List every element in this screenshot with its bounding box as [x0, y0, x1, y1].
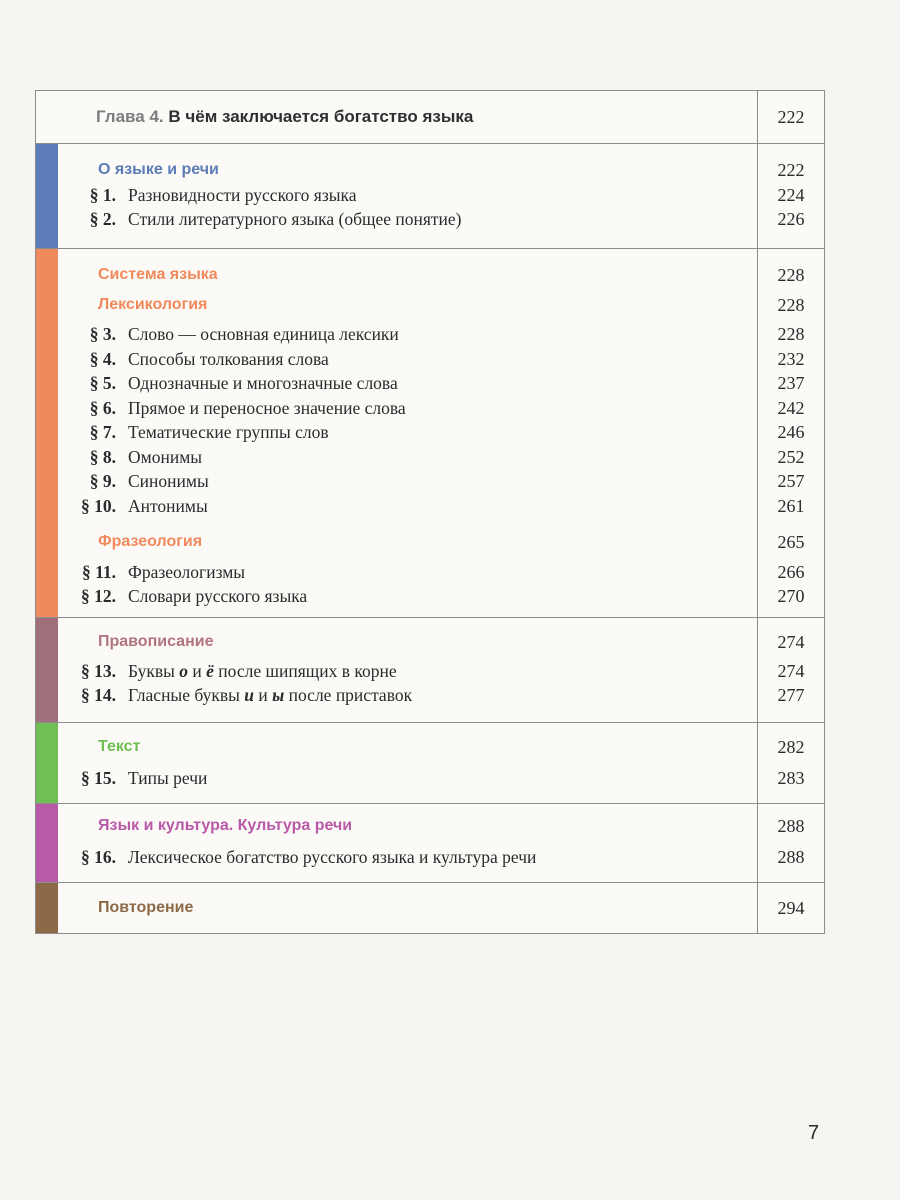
page-ref: 237 — [777, 373, 805, 393]
section-text — [36, 722, 824, 803]
page-ref: 277 — [777, 685, 805, 705]
page-ref: 246 — [777, 422, 805, 442]
page-ref: 252 — [777, 446, 805, 467]
section-language-and-speech — [36, 143, 824, 248]
toc-entry: § 7. Тематические группы слов — [89, 422, 329, 442]
page-ref: 294 — [777, 897, 805, 918]
toc-entry: § 13. Буквы о и ё после шипящих в корне — [81, 660, 397, 681]
subsection-heading: Фразеология — [98, 533, 203, 550]
section-color-stripe — [36, 618, 58, 722]
section-spelling — [36, 617, 824, 722]
section-review — [36, 882, 824, 933]
section-heading: Язык и культура. Культура речи — [98, 817, 353, 834]
chapter-block — [36, 91, 824, 143]
toc-entry: § 4. Способы толкования слова — [89, 348, 329, 369]
toc-entry: § 6. Прямое и переносное значение слова — [89, 397, 406, 418]
toc-entry: § 8. Омонимы — [89, 446, 203, 467]
section-heading: О языке и речи — [98, 161, 219, 178]
section-color-stripe — [36, 804, 58, 882]
section-color-stripe — [36, 144, 58, 248]
chapter-prefix: Глава 4. — [96, 107, 164, 126]
section-language-and-culture — [36, 803, 824, 882]
page-ref: 261 — [777, 495, 805, 516]
page-ref: 274 — [777, 632, 805, 652]
page-ref: 266 — [777, 561, 805, 582]
page-ref: 257 — [777, 471, 805, 491]
toc-entry: § 16. Лексическое богатство русского языка и культура речи — [81, 846, 537, 867]
page-ref: 228 — [777, 294, 805, 315]
toc-entry: § 15. Типы речи — [81, 767, 208, 788]
section-heading: Повторение — [98, 898, 194, 916]
page-ref: 265 — [777, 532, 805, 552]
chapter-title — [36, 107, 473, 127]
toc-entry: § 2. Стили литературного языка (общее понятие) — [89, 209, 462, 229]
page-number: 7 — [808, 1122, 820, 1144]
section-color-stripe — [36, 723, 58, 803]
toc-entry: § 14. Гласные буквы и и ы после приставок — [81, 685, 413, 705]
section-color-stripe — [36, 883, 58, 933]
chapter-page: 222 — [777, 106, 805, 127]
page-ref: 274 — [777, 660, 805, 681]
section-heading: Правописание — [98, 633, 214, 650]
page-ref: 283 — [777, 767, 805, 788]
toc-entry: § 5. Однозначные и многозначные слова — [89, 373, 398, 393]
page-ref: 228 — [777, 324, 805, 344]
page-ref: 288 — [777, 816, 805, 836]
toc-entry: § 9. Синонимы — [89, 471, 209, 491]
toc-entry: § 12. Словари русского языка — [81, 586, 308, 606]
section-heading: Текст — [98, 738, 141, 755]
section-heading: Система языка — [98, 266, 218, 283]
page-ref: 288 — [777, 846, 805, 867]
page-ref: 242 — [777, 397, 805, 418]
page-ref: 226 — [777, 209, 805, 229]
page-ref: 270 — [777, 586, 805, 606]
page-ref: 222 — [777, 160, 805, 180]
toc-entry: § 10. Антонимы — [81, 495, 208, 516]
page-ref: 228 — [777, 265, 805, 285]
chapter-title-text: В чём заключается богатство языка — [168, 107, 474, 126]
section-color-stripe — [36, 249, 58, 617]
toc-entry: § 11. Фразеологизмы — [81, 561, 246, 582]
toc-entry: § 1. Разновидности русского языка — [89, 184, 357, 205]
page-ref: 232 — [777, 348, 805, 369]
page-ref: 282 — [777, 737, 805, 757]
page-ref: 224 — [777, 184, 805, 205]
section-language-system — [36, 248, 824, 617]
toc-entry: § 3. Слово — основная единица лексики — [89, 324, 399, 344]
subsection-heading: Лексикология — [98, 295, 208, 313]
table-of-contents — [35, 90, 825, 934]
